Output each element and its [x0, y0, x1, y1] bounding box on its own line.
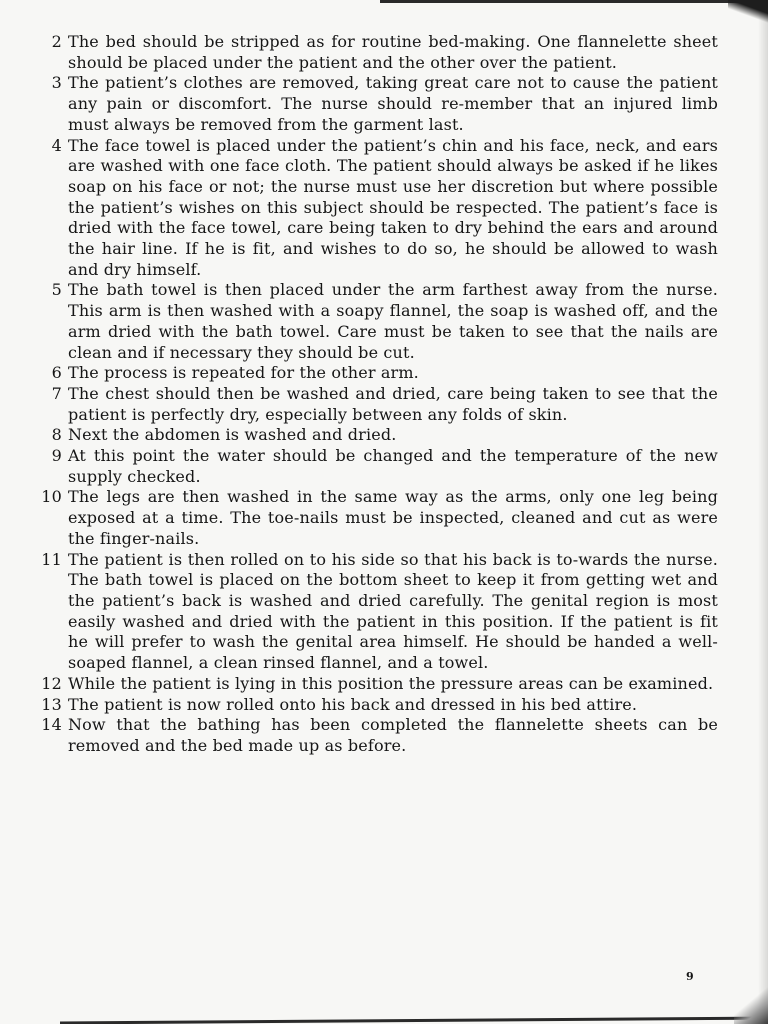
item-text: The patient’s clothes are removed, taking great care not to cause the patient any pain or discomfort. The nurse should re-member that an injured limb must always be removed from the garment last. [68, 73, 718, 134]
item-text: The face towel is placed under the patient’s chin and his face, neck, and ears are washed with one face cloth. The patient should always be asked if he likes soap on his face or not; the nurse must use her discretion but where possible the patient’s wishes on this subject should be respected. The patient’s face is dried with the face towel, care being taken to dry behind the ears and around the hair line. If he is fit, and wishes to do so, he should be allowed to wash and dry himself. [68, 135, 718, 279]
list-item [28, 384, 718, 425]
item-text: The chest should then be washed and dried, care being taken to see that the patient is perfectly dry, especially between any folds of skin. [68, 383, 718, 424]
list-item [28, 695, 718, 716]
item-number: 4 [51, 135, 62, 155]
item-number: 14 [41, 715, 62, 735]
scan-right-edge [758, 0, 768, 1024]
scan-top-edge [380, 0, 768, 3]
list-item [28, 487, 718, 549]
item-text: The legs are then washed in the same way as the arms, only one leg being exposed at a time. The toe-nails must be inspected, cleaned and cut as were the finger-nails. [68, 487, 718, 548]
item-number: 11 [41, 549, 62, 569]
item-text: Next the abdomen is washed and dried. [68, 425, 397, 445]
list-item [28, 73, 718, 135]
scan-corner-top-right [728, 0, 768, 24]
item-text: The bath towel is then placed under the arm farthest away from the nurse. This arm is then washed with a soapy flannel, the soap is washed off, and the arm dried with the bath towel. Care must be taken to see that the nails are clean and if necessary they should be cut. [68, 280, 718, 362]
page-number: 9 [686, 970, 694, 983]
item-number: 3 [51, 73, 62, 93]
numbered-instructions-list [28, 32, 718, 757]
item-number: 9 [51, 446, 62, 466]
item-text: The patient is now rolled onto his back and dressed in his bed attire. [68, 694, 638, 714]
item-number: 13 [41, 694, 62, 714]
item-text: While the patient is lying in this position the pressure areas can be examined. [68, 673, 714, 693]
item-number: 7 [51, 383, 62, 403]
list-item [28, 363, 718, 384]
list-item [28, 715, 718, 756]
item-number: 5 [51, 280, 62, 300]
item-number: 2 [51, 32, 62, 51]
list-item [28, 446, 718, 487]
scan-corner-bottom-right [734, 984, 768, 1024]
item-number: 12 [41, 673, 62, 693]
list-item [28, 425, 718, 446]
item-number: 8 [51, 425, 62, 445]
item-number: 6 [51, 363, 62, 383]
list-item [28, 550, 718, 674]
list-item [28, 280, 718, 363]
list-item [28, 674, 718, 695]
list-item [28, 136, 718, 281]
item-text: The patient is then rolled on to his side so that his back is to-wards the nurse. The bath towel is placed on the bottom sheet to keep it from getting wet and the patient’s back is washed and dried carefully. The genital region is most easily washed and dried with the patient in this position. If the patient is fit he will prefer to wash the genital area himself. He should be handed a well-soaped flannel, a clean rinsed flannel, and a towel. [68, 549, 718, 673]
item-text: At this point the water should be changed and the temperature of the new supply checked. [68, 446, 718, 486]
item-text: The bed should be stripped as for routine bed-making. One flannelette sheet should be placed under the patient and the other over the patient. [68, 32, 718, 72]
item-number: 10 [41, 487, 62, 507]
scan-bottom-edge [60, 1017, 768, 1024]
list-item [28, 32, 718, 73]
item-text: Now that the bathing has been completed the flannelette sheets can be removed and the bed made up as before. [68, 715, 718, 755]
item-text: The process is repeated for the other arm. [68, 363, 419, 383]
